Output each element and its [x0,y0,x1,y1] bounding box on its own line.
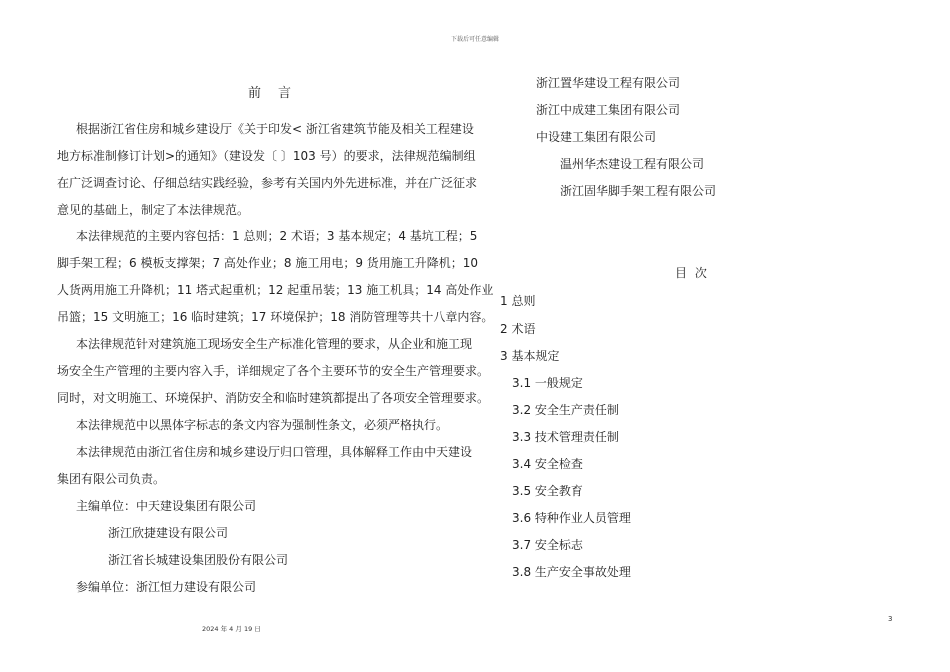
participant-line: 参编单位：浙江恒力建设有限公司 [76,580,257,594]
preface-line: 人货两用施工升降机；11 塔式起重机；12 起重吊装；13 施工机具；14 高处作业 [57,283,494,297]
preface-line: 本法律规范的主要内容包括：1 总则；2 术语；3 基本规定；4 基坑工程；5 [76,229,478,243]
chief-editor-line: 主编单位：中天建设集团有限公司 [76,499,257,513]
footer-date: 2024 年 4 月 19 日 [202,625,261,633]
preface-line: 本法律规范中以黑体字标志的条文内容为强制性条文，必须严格执行。 [76,418,449,432]
preface-title: 前 言 [248,86,294,101]
preface-line: 根据浙江省住房和城乡建设厅《关于印发< 浙江省建筑节能及相关工程建设 [76,122,474,136]
chief-editor-org: 浙江省长城建设集团股份有限公司 [108,553,289,567]
toc-title: 目 次 [675,266,709,280]
participant-org: 浙江置华建设工程有限公司 [536,76,681,90]
toc-item: 3.4 安全检查 [512,457,583,471]
header-note: 下载后可任意编辑 [450,36,499,43]
toc-item: 3 基本规定 [500,349,560,363]
toc-item: 3.6 特种作业人员管理 [512,511,631,525]
preface-line: 本法律规范由浙江省住房和城乡建设厅归口管理，具体解释工作由中天建设 [76,445,473,459]
toc-item: 3.5 安全教育 [512,484,583,498]
preface-line: 地方标准制修订计划>的通知》（建设发〔 〕103 号）的要求，法律规范编制组 [57,149,476,163]
toc-item: 3.7 安全标志 [512,538,583,552]
preface-line: 在广泛调查讨论、仔细总结实践经验，参考有关国内外先进标准，并在广泛征求 [57,176,478,190]
preface-line: 场安全生产管理的主要内容入手，详细规定了各个主要环节的安全生产管理要求。 [57,364,490,378]
preface-line: 集团有限公司负责。 [57,472,166,486]
toc-item: 1 总则 [500,294,536,308]
toc-item: 3.8 生产安全事故处理 [512,565,631,579]
toc-item: 3.1 一般规定 [512,376,583,390]
toc-item: 3.2 安全生产责任制 [512,403,619,417]
toc-item: 2 术语 [500,322,536,336]
chief-editor-org: 浙江欣捷建设有限公司 [108,526,229,540]
participant-org: 浙江固华脚手架工程有限公司 [560,184,717,198]
participant-org: 温州华杰建设工程有限公司 [560,157,705,171]
preface-line: 意见的基础上，制定了本法律规范。 [57,203,250,217]
page-number: 3 [888,615,893,623]
toc-item: 3.3 技术管理责任制 [512,430,619,444]
preface-line: 本法律规范针对建筑施工现场安全生产标准化管理的要求，从企业和施工现 [76,337,473,351]
preface-line: 脚手架工程；6 模板支撑架；7 高处作业；8 施工用电；9 货用施工升降机；10 [57,256,479,270]
preface-line: 同时，对文明施工、环境保护、消防安全和临时建筑都提出了各项安全管理要求。 [57,391,490,405]
participant-org: 浙江中成建工集团有限公司 [536,103,681,117]
participant-org: 中设建工集团有限公司 [536,130,657,144]
preface-line: 吊篮；15 文明施工；16 临时建筑；17 环境保护；18 消防管理等共十八章内容。 [57,310,494,324]
